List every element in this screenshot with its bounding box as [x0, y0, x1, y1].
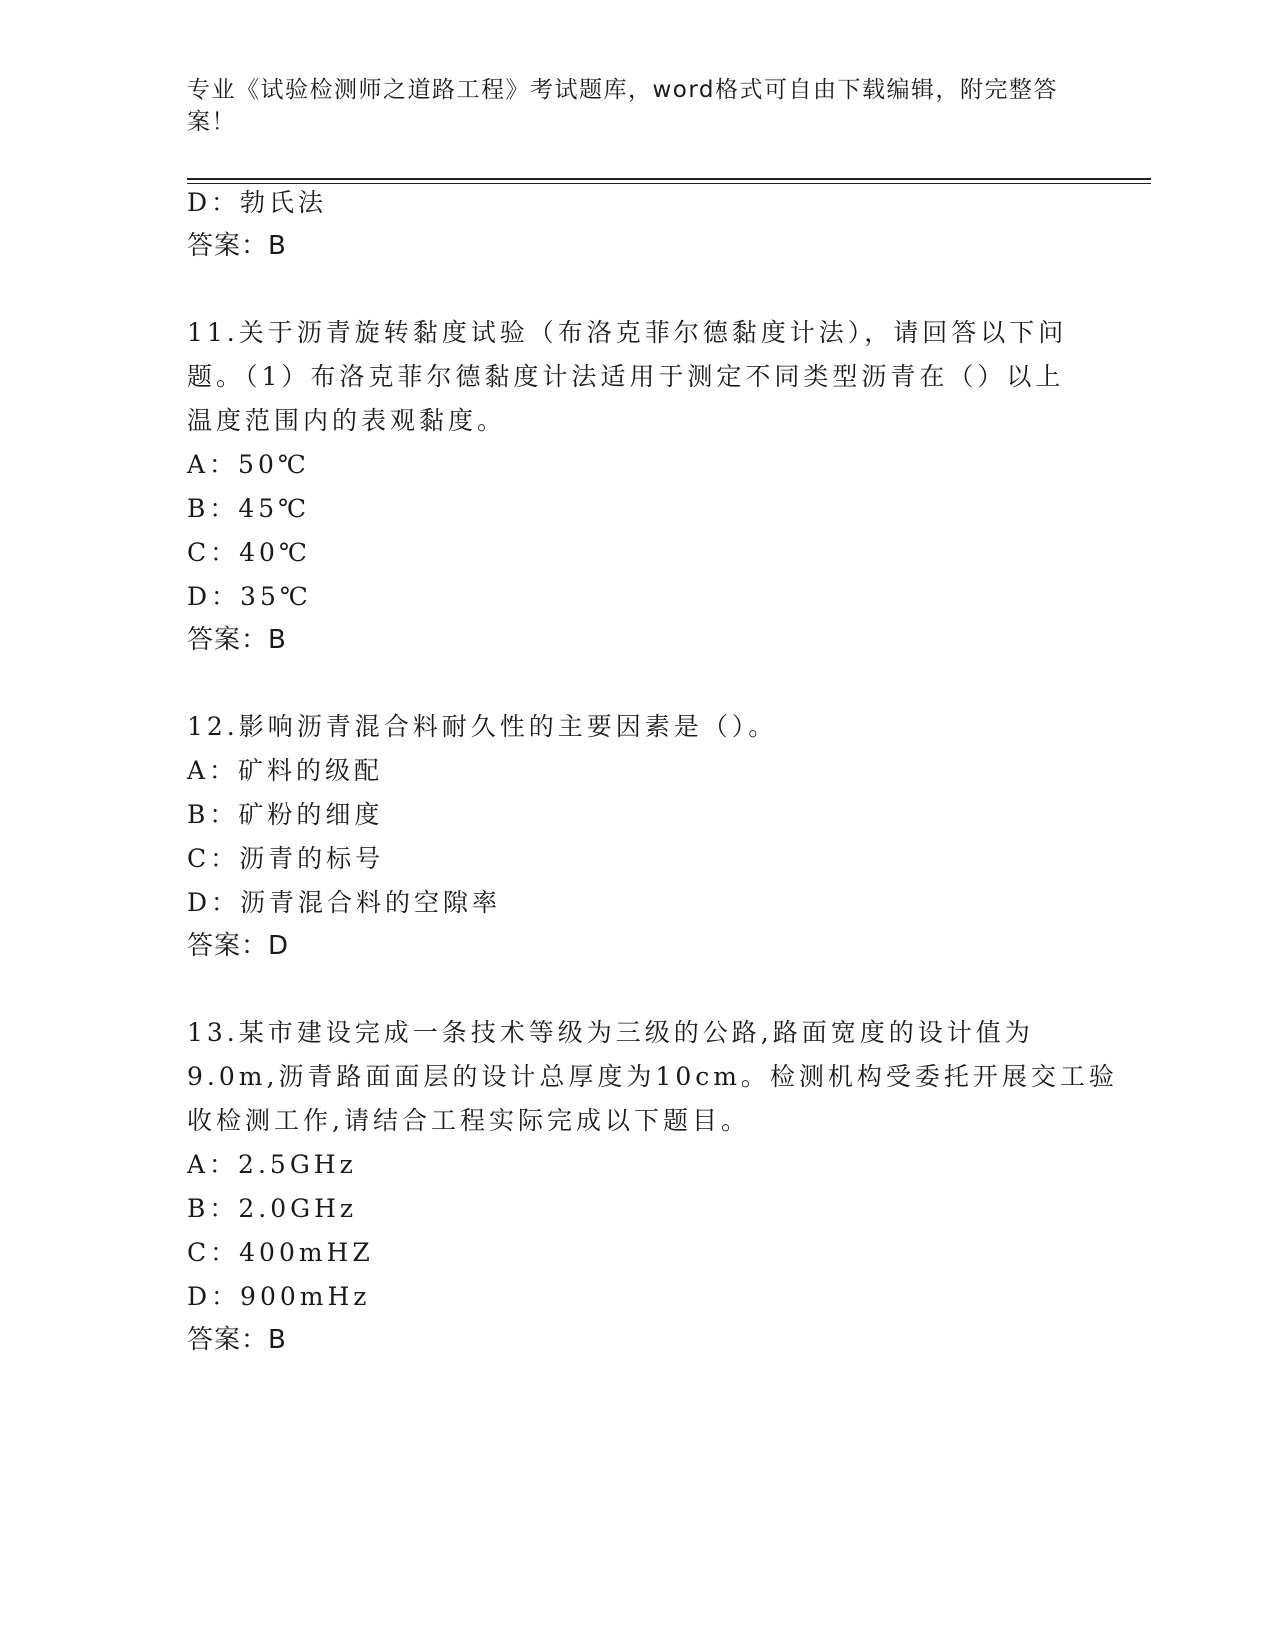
question-12-option-c: C：沥青的标号	[187, 844, 385, 873]
question-11-option-d: D：35℃	[187, 582, 312, 611]
question-11-stem-line-1: 11.关于沥青旋转黏度试验（布洛克菲尔德黏度计法），请回答以下问	[187, 318, 1068, 347]
question-12-option-a: A：矿料的级配	[187, 756, 384, 785]
header-divider	[187, 178, 1151, 180]
question-13-answer: 答案：B	[187, 1325, 287, 1355]
option-d: D：勃氏法	[187, 188, 328, 217]
answer: 答案：B	[187, 231, 287, 261]
question-11-option-a: A：50℃	[187, 450, 310, 479]
question-12-option-d: D：沥青混合料的空隙率	[187, 888, 502, 917]
question-13-option-c: C：400mHZ	[187, 1238, 374, 1267]
question-11-option-c: C：40℃	[187, 538, 311, 567]
question-13-option-a: A：2.5GHz	[187, 1150, 357, 1179]
question-11-answer: 答案：B	[187, 625, 287, 655]
question-13-stem-line-1: 13.某市建设完成一条技术等级为三级的公路,路面宽度的设计值为	[187, 1018, 1034, 1047]
question-13-option-d: D：900mHz	[187, 1282, 371, 1311]
header-divider-thin	[187, 183, 1151, 184]
question-13-stem-line-2: 9.0m,沥青路面面层的设计总厚度为10cm。检测机构受委托开展交工验	[187, 1062, 1118, 1091]
question-13-option-b: B：2.0GHz	[187, 1194, 358, 1223]
question-11-stem-line-2: 题。（1）布洛克菲尔德黏度计法适用于测定不同类型沥青在（）以上	[187, 362, 1065, 391]
question-12-option-b: B：矿粉的细度	[187, 800, 384, 829]
question-11-stem-line-3: 温度范围内的表观黏度。	[187, 406, 507, 435]
question-12-stem-line-1: 12.影响沥青混合料耐久性的主要因素是（）。	[187, 712, 778, 741]
question-11-option-b: B：45℃	[187, 494, 311, 523]
question-13-stem-line-3: 收检测工作,请结合工程实际完成以下题目。	[187, 1106, 750, 1135]
question-12-answer: 答案：D	[187, 931, 290, 961]
page-header: 专业《试验检测师之道路工程》考试题库，word格式可自由下载编辑，附完整答案！	[187, 77, 1059, 135]
